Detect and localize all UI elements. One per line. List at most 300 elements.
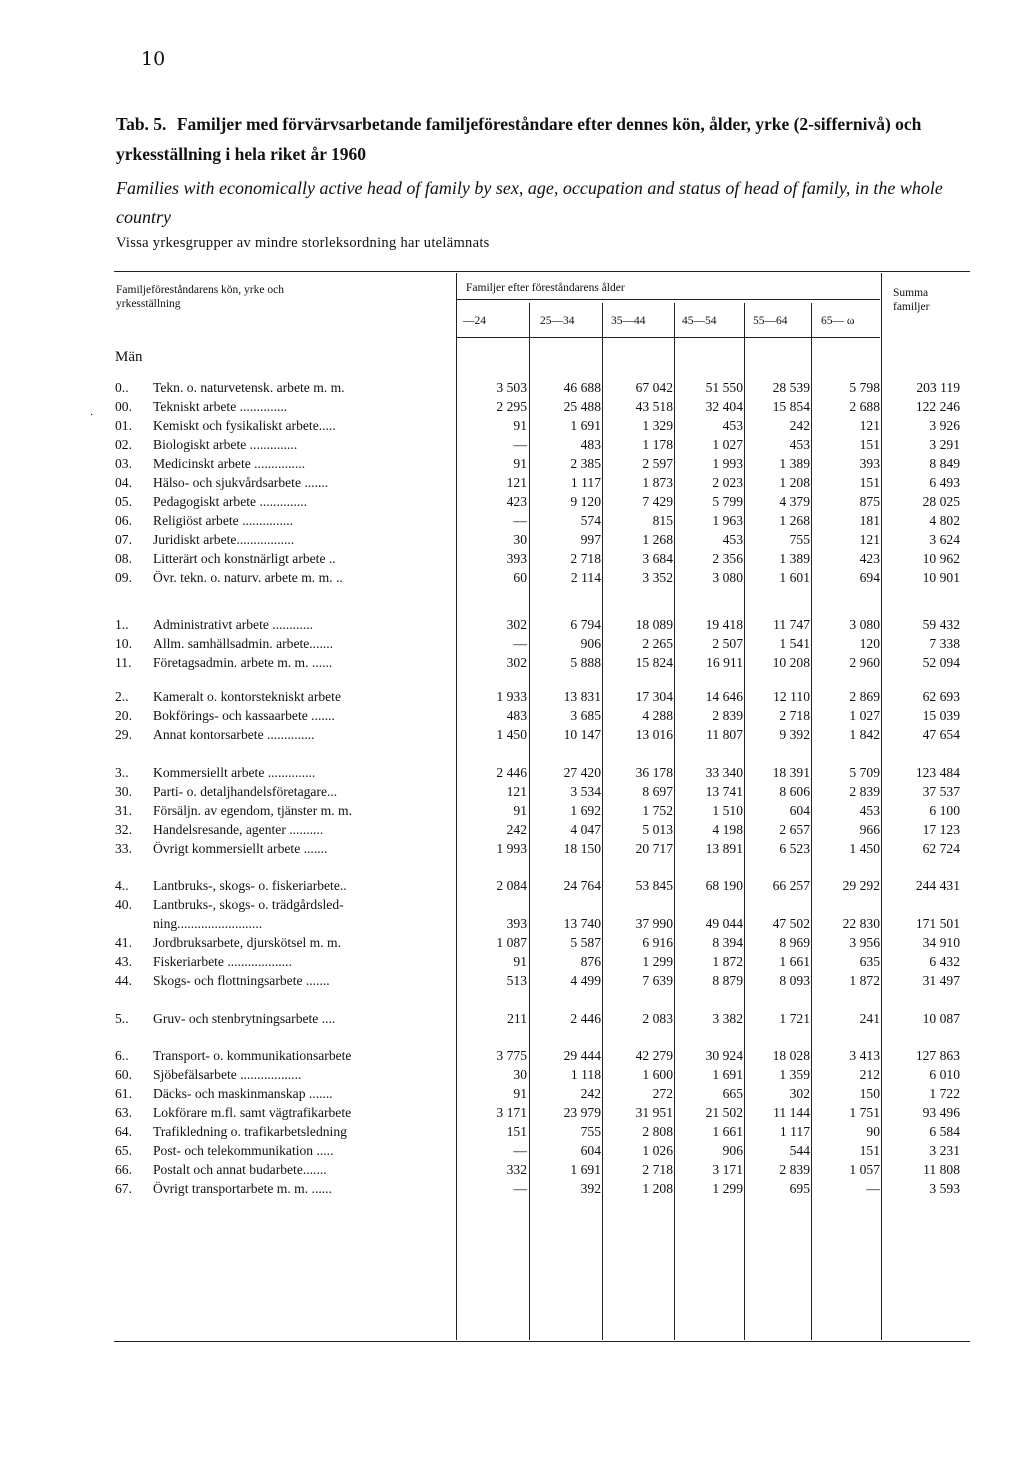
- header-bottom-rule: [456, 337, 880, 338]
- occupation-code: 11.: [115, 655, 132, 670]
- value-cell: 1 963: [712, 513, 743, 528]
- total-cell: 8 849: [929, 456, 960, 471]
- occupation-code: 04.: [115, 475, 132, 490]
- value-cell: 32 404: [705, 399, 743, 414]
- table-title-swedish: Familjer med förvärvsarbetande familjeföreståndare efter dennes kön, ålder, yrke (2-siffernivå) och yrkesställning i hela riket år 1960: [116, 114, 922, 164]
- occupation-label: Allm. samhällsadmin. arbete.......: [153, 636, 334, 651]
- value-cell: 37 990: [635, 916, 673, 931]
- table-title-english: Families with economically active head of family by sex, age, occupation and status of head of family, in the whole country: [116, 178, 943, 227]
- value-cell: 8 394: [712, 935, 743, 950]
- occupation-label: Medicinskt arbete ...............: [153, 456, 306, 471]
- occupation-code: 3..: [115, 765, 129, 780]
- value-cell: 6 794: [570, 617, 601, 632]
- occupation-code: 20.: [115, 708, 132, 723]
- value-cell: 67 042: [635, 380, 673, 395]
- occupation-code: 66.: [115, 1162, 132, 1177]
- value-cell: 1 450: [496, 727, 527, 742]
- value-cell: 150: [859, 1086, 880, 1101]
- value-cell: 2 718: [570, 551, 601, 566]
- table-bottom-rule: [114, 1341, 970, 1342]
- occupation-label: Post- och telekommunikation .....: [153, 1143, 334, 1158]
- occupation-code: 64.: [115, 1124, 132, 1139]
- value-cell: —: [513, 513, 527, 528]
- table-row: [0, 475, 1024, 494]
- value-cell: 46 688: [563, 380, 601, 395]
- value-cell: 1 027: [712, 437, 743, 452]
- value-cell: 13 016: [635, 727, 673, 742]
- value-cell: 15 824: [635, 655, 673, 670]
- occupation-label: Sjöbefälsarbete ..................: [153, 1067, 302, 1082]
- value-cell: 3 503: [496, 380, 527, 395]
- value-cell: 302: [506, 617, 527, 632]
- total-cell: 31 497: [922, 973, 960, 988]
- value-cell: 91: [513, 954, 527, 969]
- occupation-label: Tekn. o. naturvetensk. arbete m. m.: [153, 380, 345, 395]
- value-cell: 272: [652, 1086, 673, 1101]
- table-row: [0, 1143, 1024, 1162]
- value-cell: 3 080: [712, 570, 743, 585]
- occupation-label: Postalt och annat budarbete.......: [153, 1162, 327, 1177]
- occupation-code: 44.: [115, 973, 132, 988]
- value-cell: 1 691: [570, 418, 601, 433]
- total-cell: 6 493: [929, 475, 960, 490]
- occupation-label: Gruv- och stenbrytningsarbete ....: [153, 1011, 336, 1026]
- occupation-code: 2..: [115, 689, 129, 704]
- value-cell: 1 692: [570, 803, 601, 818]
- occupation-code: 1..: [115, 617, 129, 632]
- total-header: Summa familjer: [893, 287, 930, 313]
- value-cell: 1 601: [779, 570, 810, 585]
- value-cell: 4 288: [642, 708, 673, 723]
- table-row: [0, 1105, 1024, 1124]
- total-cell: 6 010: [929, 1067, 960, 1082]
- table-row: [0, 822, 1024, 841]
- age-header-2: 25—34: [540, 315, 575, 327]
- value-cell: 25 488: [563, 399, 601, 414]
- value-cell: 393: [506, 551, 527, 566]
- value-cell: 1 329: [642, 418, 673, 433]
- value-cell: 815: [652, 513, 673, 528]
- occupation-label: Juridiskt arbete.................: [153, 532, 295, 547]
- table-row: [0, 689, 1024, 708]
- value-cell: 212: [859, 1067, 880, 1082]
- age-header-5: 55—64: [753, 315, 788, 327]
- table-note: Vissa yrkesgrupper av mindre storleksordning har utelämnats: [116, 235, 490, 251]
- value-cell: —: [513, 1181, 527, 1196]
- table-row: [0, 708, 1024, 727]
- table-title: [116, 109, 976, 169]
- value-cell: 21 502: [705, 1105, 743, 1120]
- value-cell: 755: [580, 1124, 601, 1139]
- value-cell: 1 541: [779, 636, 810, 651]
- value-cell: 120: [859, 636, 880, 651]
- table-row: [0, 841, 1024, 860]
- age-header-1: —24: [463, 315, 486, 327]
- value-cell: 2 839: [849, 784, 880, 799]
- age-group-header: Familjer efter föreståndarens ålder: [466, 282, 625, 294]
- value-cell: 28 539: [772, 380, 810, 395]
- occupation-label: Skogs- och flottningsarbete .......: [153, 973, 330, 988]
- value-cell: 665: [722, 1086, 743, 1101]
- total-cell: 10 087: [922, 1011, 960, 1026]
- value-cell: 23 979: [563, 1105, 601, 1120]
- value-cell: 18 028: [772, 1048, 810, 1063]
- value-cell: 1 026: [642, 1143, 673, 1158]
- value-cell: 875: [859, 494, 880, 509]
- value-cell: 68 190: [705, 878, 743, 893]
- value-cell: —: [866, 1181, 880, 1196]
- value-cell: 90: [866, 1124, 880, 1139]
- occupation-label: Biologiskt arbete ..............: [153, 437, 298, 452]
- value-cell: 17 304: [635, 689, 673, 704]
- occupation-code: 03.: [115, 456, 132, 471]
- table-row: [0, 418, 1024, 437]
- table-row: [0, 916, 1024, 935]
- value-cell: 755: [789, 532, 810, 547]
- value-cell: 2 869: [849, 689, 880, 704]
- value-cell: 1 178: [642, 437, 673, 452]
- value-cell: 11 807: [706, 727, 743, 742]
- stub-header: Familjeföreståndarens kön, yrke och yrkesställning: [116, 284, 284, 310]
- value-cell: 1 993: [712, 456, 743, 471]
- value-cell: 2 446: [496, 765, 527, 780]
- value-cell: 66 257: [772, 878, 810, 893]
- occupation-label: Religiöst arbete ...............: [153, 513, 294, 528]
- value-cell: 2 114: [570, 570, 601, 585]
- value-cell: 30 924: [705, 1048, 743, 1063]
- value-cell: 1 661: [712, 1124, 743, 1139]
- occupation-code: 06.: [115, 513, 132, 528]
- value-cell: 5 799: [712, 494, 743, 509]
- value-cell: 1 118: [570, 1067, 601, 1082]
- value-cell: 9 392: [779, 727, 810, 742]
- table-row: [0, 1181, 1024, 1200]
- occupation-code: 41.: [115, 935, 132, 950]
- age-header-4: 45—54: [682, 315, 717, 327]
- total-cell: 28 025: [922, 494, 960, 509]
- value-cell: 241: [859, 1011, 880, 1026]
- total-cell: 3 593: [929, 1181, 960, 1196]
- table-row: [0, 1048, 1024, 1067]
- value-cell: 2 718: [779, 708, 810, 723]
- section-heading: Män: [115, 349, 143, 365]
- table-row: [0, 513, 1024, 532]
- table-number: Tab. 5.: [116, 114, 167, 134]
- table-row: [0, 380, 1024, 399]
- total-cell: 59 432: [922, 617, 960, 632]
- value-cell: 1 359: [779, 1067, 810, 1082]
- value-cell: 18 150: [563, 841, 601, 856]
- table-row: [0, 617, 1024, 636]
- occupation-label: ning.........................: [153, 916, 263, 931]
- total-cell: 1 722: [929, 1086, 960, 1101]
- occupation-label: Annat kontorsarbete ..............: [153, 727, 315, 742]
- value-cell: —: [513, 636, 527, 651]
- table-row: [0, 1162, 1024, 1181]
- table-row: [0, 973, 1024, 992]
- table-row: [0, 570, 1024, 589]
- value-cell: 13 740: [563, 916, 601, 931]
- value-cell: 42 279: [635, 1048, 673, 1063]
- occupation-label: Pedagogiskt arbete ..............: [153, 494, 308, 509]
- value-cell: 8 697: [642, 784, 673, 799]
- table-row: [0, 878, 1024, 897]
- total-cell: 122 246: [915, 399, 960, 414]
- value-cell: 1 933: [496, 689, 527, 704]
- occupation-label: Trafikledning o. trafikarbetsledning: [153, 1124, 347, 1139]
- value-cell: 151: [506, 1124, 527, 1139]
- total-cell: 10 962: [922, 551, 960, 566]
- value-cell: 49 044: [705, 916, 743, 931]
- value-cell: 22 830: [842, 916, 880, 931]
- value-cell: 604: [789, 803, 810, 818]
- value-cell: 453: [722, 532, 743, 547]
- value-cell: 1 872: [712, 954, 743, 969]
- value-cell: 574: [580, 513, 601, 528]
- value-cell: 8 606: [779, 784, 810, 799]
- value-cell: 5 013: [642, 822, 673, 837]
- value-cell: 14 646: [705, 689, 743, 704]
- occupation-code: 5..: [115, 1011, 129, 1026]
- occupation-code: 65.: [115, 1143, 132, 1158]
- value-cell: 453: [859, 803, 880, 818]
- value-cell: 2 657: [779, 822, 810, 837]
- value-cell: 423: [506, 494, 527, 509]
- value-cell: 91: [513, 418, 527, 433]
- total-cell: 34 910: [922, 935, 960, 950]
- value-cell: 33 340: [705, 765, 743, 780]
- occupation-code: 02.: [115, 437, 132, 452]
- value-cell: 242: [580, 1086, 601, 1101]
- value-cell: 1 268: [779, 513, 810, 528]
- value-cell: 60: [513, 570, 527, 585]
- value-cell: 10 208: [772, 655, 810, 670]
- value-cell: 1 600: [642, 1067, 673, 1082]
- value-cell: —: [513, 1143, 527, 1158]
- value-cell: 30: [513, 532, 527, 547]
- value-cell: 1 691: [712, 1067, 743, 1082]
- table-row: [0, 532, 1024, 551]
- page-number: 10: [141, 48, 166, 70]
- value-cell: 2 718: [642, 1162, 673, 1177]
- value-cell: 1 208: [642, 1181, 673, 1196]
- value-cell: 31 951: [635, 1105, 673, 1120]
- value-cell: 36 178: [635, 765, 673, 780]
- value-cell: 242: [789, 418, 810, 433]
- value-cell: 2 385: [570, 456, 601, 471]
- value-cell: 2 507: [712, 636, 743, 651]
- total-cell: 93 496: [922, 1105, 960, 1120]
- table-row: [0, 954, 1024, 973]
- value-cell: 5 888: [570, 655, 601, 670]
- total-cell: 37 537: [922, 784, 960, 799]
- table-row: [0, 1086, 1024, 1105]
- table-row: [0, 636, 1024, 655]
- occupation-code: 07.: [115, 532, 132, 547]
- occupation-label: Övrigt kommersiellt arbete .......: [153, 841, 328, 856]
- occupation-code: 0..: [115, 380, 129, 395]
- value-cell: 121: [859, 418, 880, 433]
- value-cell: 2 839: [779, 1162, 810, 1177]
- value-cell: 5 587: [570, 935, 601, 950]
- value-cell: 6 523: [779, 841, 810, 856]
- value-cell: 91: [513, 803, 527, 818]
- table-row: [0, 1067, 1024, 1086]
- value-cell: 8 969: [779, 935, 810, 950]
- occupation-label: Kommersiellt arbete ..............: [153, 765, 316, 780]
- total-cell: 6 584: [929, 1124, 960, 1139]
- value-cell: 3 413: [849, 1048, 880, 1063]
- margin-mark: ·: [90, 410, 94, 421]
- age-header-6: 65— ω: [821, 315, 855, 327]
- value-cell: 483: [580, 437, 601, 452]
- age-header-3: 35—44: [611, 315, 646, 327]
- value-cell: 2 295: [496, 399, 527, 414]
- total-cell: 62 693: [922, 689, 960, 704]
- value-cell: 6 916: [642, 935, 673, 950]
- table-row: [0, 784, 1024, 803]
- occupation-label: Litterärt och konstnärligt arbete ..: [153, 551, 336, 566]
- total-cell: 47 654: [922, 727, 960, 742]
- occupation-label: Lokförare m.fl. samt vägtrafikarbete: [153, 1105, 352, 1120]
- value-cell: 3 352: [642, 570, 673, 585]
- value-cell: 30: [513, 1067, 527, 1082]
- occupation-code: 10.: [115, 636, 132, 651]
- value-cell: 151: [859, 475, 880, 490]
- total-cell: 244 431: [915, 878, 960, 893]
- value-cell: 211: [507, 1011, 527, 1026]
- occupation-label: Fiskeriarbete ...................: [153, 954, 292, 969]
- occupation-label: Administrativt arbete ............: [153, 617, 314, 632]
- value-cell: 4 499: [570, 973, 601, 988]
- occupation-label: Lantbruks-, skogs- o. trädgårdsled-: [153, 897, 344, 912]
- total-cell: 10 901: [922, 570, 960, 585]
- value-cell: 1 299: [712, 1181, 743, 1196]
- value-cell: 453: [722, 418, 743, 433]
- value-cell: 242: [506, 822, 527, 837]
- value-cell: 3 684: [642, 551, 673, 566]
- table-row: [0, 803, 1024, 822]
- total-cell: 4 802: [929, 513, 960, 528]
- occupation-code: 31.: [115, 803, 132, 818]
- occupation-code: 67.: [115, 1181, 132, 1196]
- occupation-code: 05.: [115, 494, 132, 509]
- value-cell: 1 510: [712, 803, 743, 818]
- value-cell: 997: [580, 532, 601, 547]
- value-cell: 1 873: [642, 475, 673, 490]
- value-cell: —: [513, 437, 527, 452]
- value-cell: 1 299: [642, 954, 673, 969]
- value-cell: 29 444: [563, 1048, 601, 1063]
- occupation-code: 29.: [115, 727, 132, 742]
- total-cell: 7 338: [929, 636, 960, 651]
- table-row: [0, 399, 1024, 418]
- value-cell: 423: [859, 551, 880, 566]
- value-cell: 13 741: [705, 784, 743, 799]
- occupation-code: 01.: [115, 418, 132, 433]
- occupation-label: Jordbruksarbete, djurskötsel m. m.: [153, 935, 342, 950]
- total-cell: 127 863: [915, 1048, 960, 1063]
- value-cell: 1 752: [642, 803, 673, 818]
- value-cell: 2 960: [849, 655, 880, 670]
- value-cell: 635: [859, 954, 880, 969]
- occupation-label: Transport- o. kommunikationsarbete: [153, 1048, 352, 1063]
- value-cell: 5 709: [849, 765, 880, 780]
- value-cell: 181: [859, 513, 880, 528]
- value-cell: 2 265: [642, 636, 673, 651]
- total-cell: 3 291: [929, 437, 960, 452]
- occupation-code: 43.: [115, 954, 132, 969]
- occupation-label: Företagsadmin. arbete m. m. ......: [153, 655, 333, 670]
- occupation-label: Kameralt o. kontorstekniskt arbete: [153, 689, 341, 704]
- value-cell: 121: [506, 784, 527, 799]
- value-cell: 91: [513, 456, 527, 471]
- value-cell: 18 391: [772, 765, 810, 780]
- value-cell: 8 879: [712, 973, 743, 988]
- value-cell: 1 268: [642, 532, 673, 547]
- value-cell: 29 292: [842, 878, 880, 893]
- table-row: [0, 765, 1024, 784]
- value-cell: 2 083: [642, 1011, 673, 1026]
- value-cell: 3 080: [849, 617, 880, 632]
- value-cell: 4 198: [712, 822, 743, 837]
- total-cell: 3 231: [929, 1143, 960, 1158]
- value-cell: 483: [506, 708, 527, 723]
- occupation-code: 33.: [115, 841, 132, 856]
- total-cell: 3 926: [929, 418, 960, 433]
- value-cell: 7 639: [642, 973, 673, 988]
- occupation-label: Försäljn. av egendom, tjänster m. m.: [153, 803, 352, 818]
- occupation-label: Däcks- och maskinmanskap .......: [153, 1086, 333, 1101]
- value-cell: 2 023: [712, 475, 743, 490]
- value-cell: 20 717: [635, 841, 673, 856]
- value-cell: 302: [789, 1086, 810, 1101]
- table-row: [0, 551, 1024, 570]
- value-cell: 906: [722, 1143, 743, 1158]
- table-row: [0, 655, 1024, 674]
- table-row: [0, 456, 1024, 475]
- value-cell: 1 993: [496, 841, 527, 856]
- value-cell: 2 597: [642, 456, 673, 471]
- occupation-label: Bokförings- och kassaarbete .......: [153, 708, 335, 723]
- value-cell: 13 831: [563, 689, 601, 704]
- value-cell: 121: [859, 532, 880, 547]
- table-row: [0, 897, 1024, 916]
- value-cell: 8 093: [779, 973, 810, 988]
- value-cell: 302: [506, 655, 527, 670]
- table-row: [0, 935, 1024, 954]
- value-cell: 694: [859, 570, 880, 585]
- value-cell: 47 502: [772, 916, 810, 931]
- total-cell: 17 123: [922, 822, 960, 837]
- total-cell: 6 100: [929, 803, 960, 818]
- total-cell: 171 501: [915, 916, 960, 931]
- table-row: [0, 1011, 1024, 1030]
- value-cell: 27 420: [563, 765, 601, 780]
- occupation-code: 30.: [115, 784, 132, 799]
- occupation-code: 61.: [115, 1086, 132, 1101]
- value-cell: 604: [580, 1143, 601, 1158]
- value-cell: 1 087: [496, 935, 527, 950]
- value-cell: 544: [789, 1143, 810, 1158]
- total-cell: 203 119: [916, 380, 960, 395]
- value-cell: 1 691: [570, 1162, 601, 1177]
- value-cell: 121: [506, 475, 527, 490]
- value-cell: 1 057: [849, 1162, 880, 1177]
- occupation-label: Parti- o. detaljhandelsföretagare...: [153, 784, 338, 799]
- value-cell: 151: [859, 1143, 880, 1158]
- occupation-code: 40.: [115, 897, 132, 912]
